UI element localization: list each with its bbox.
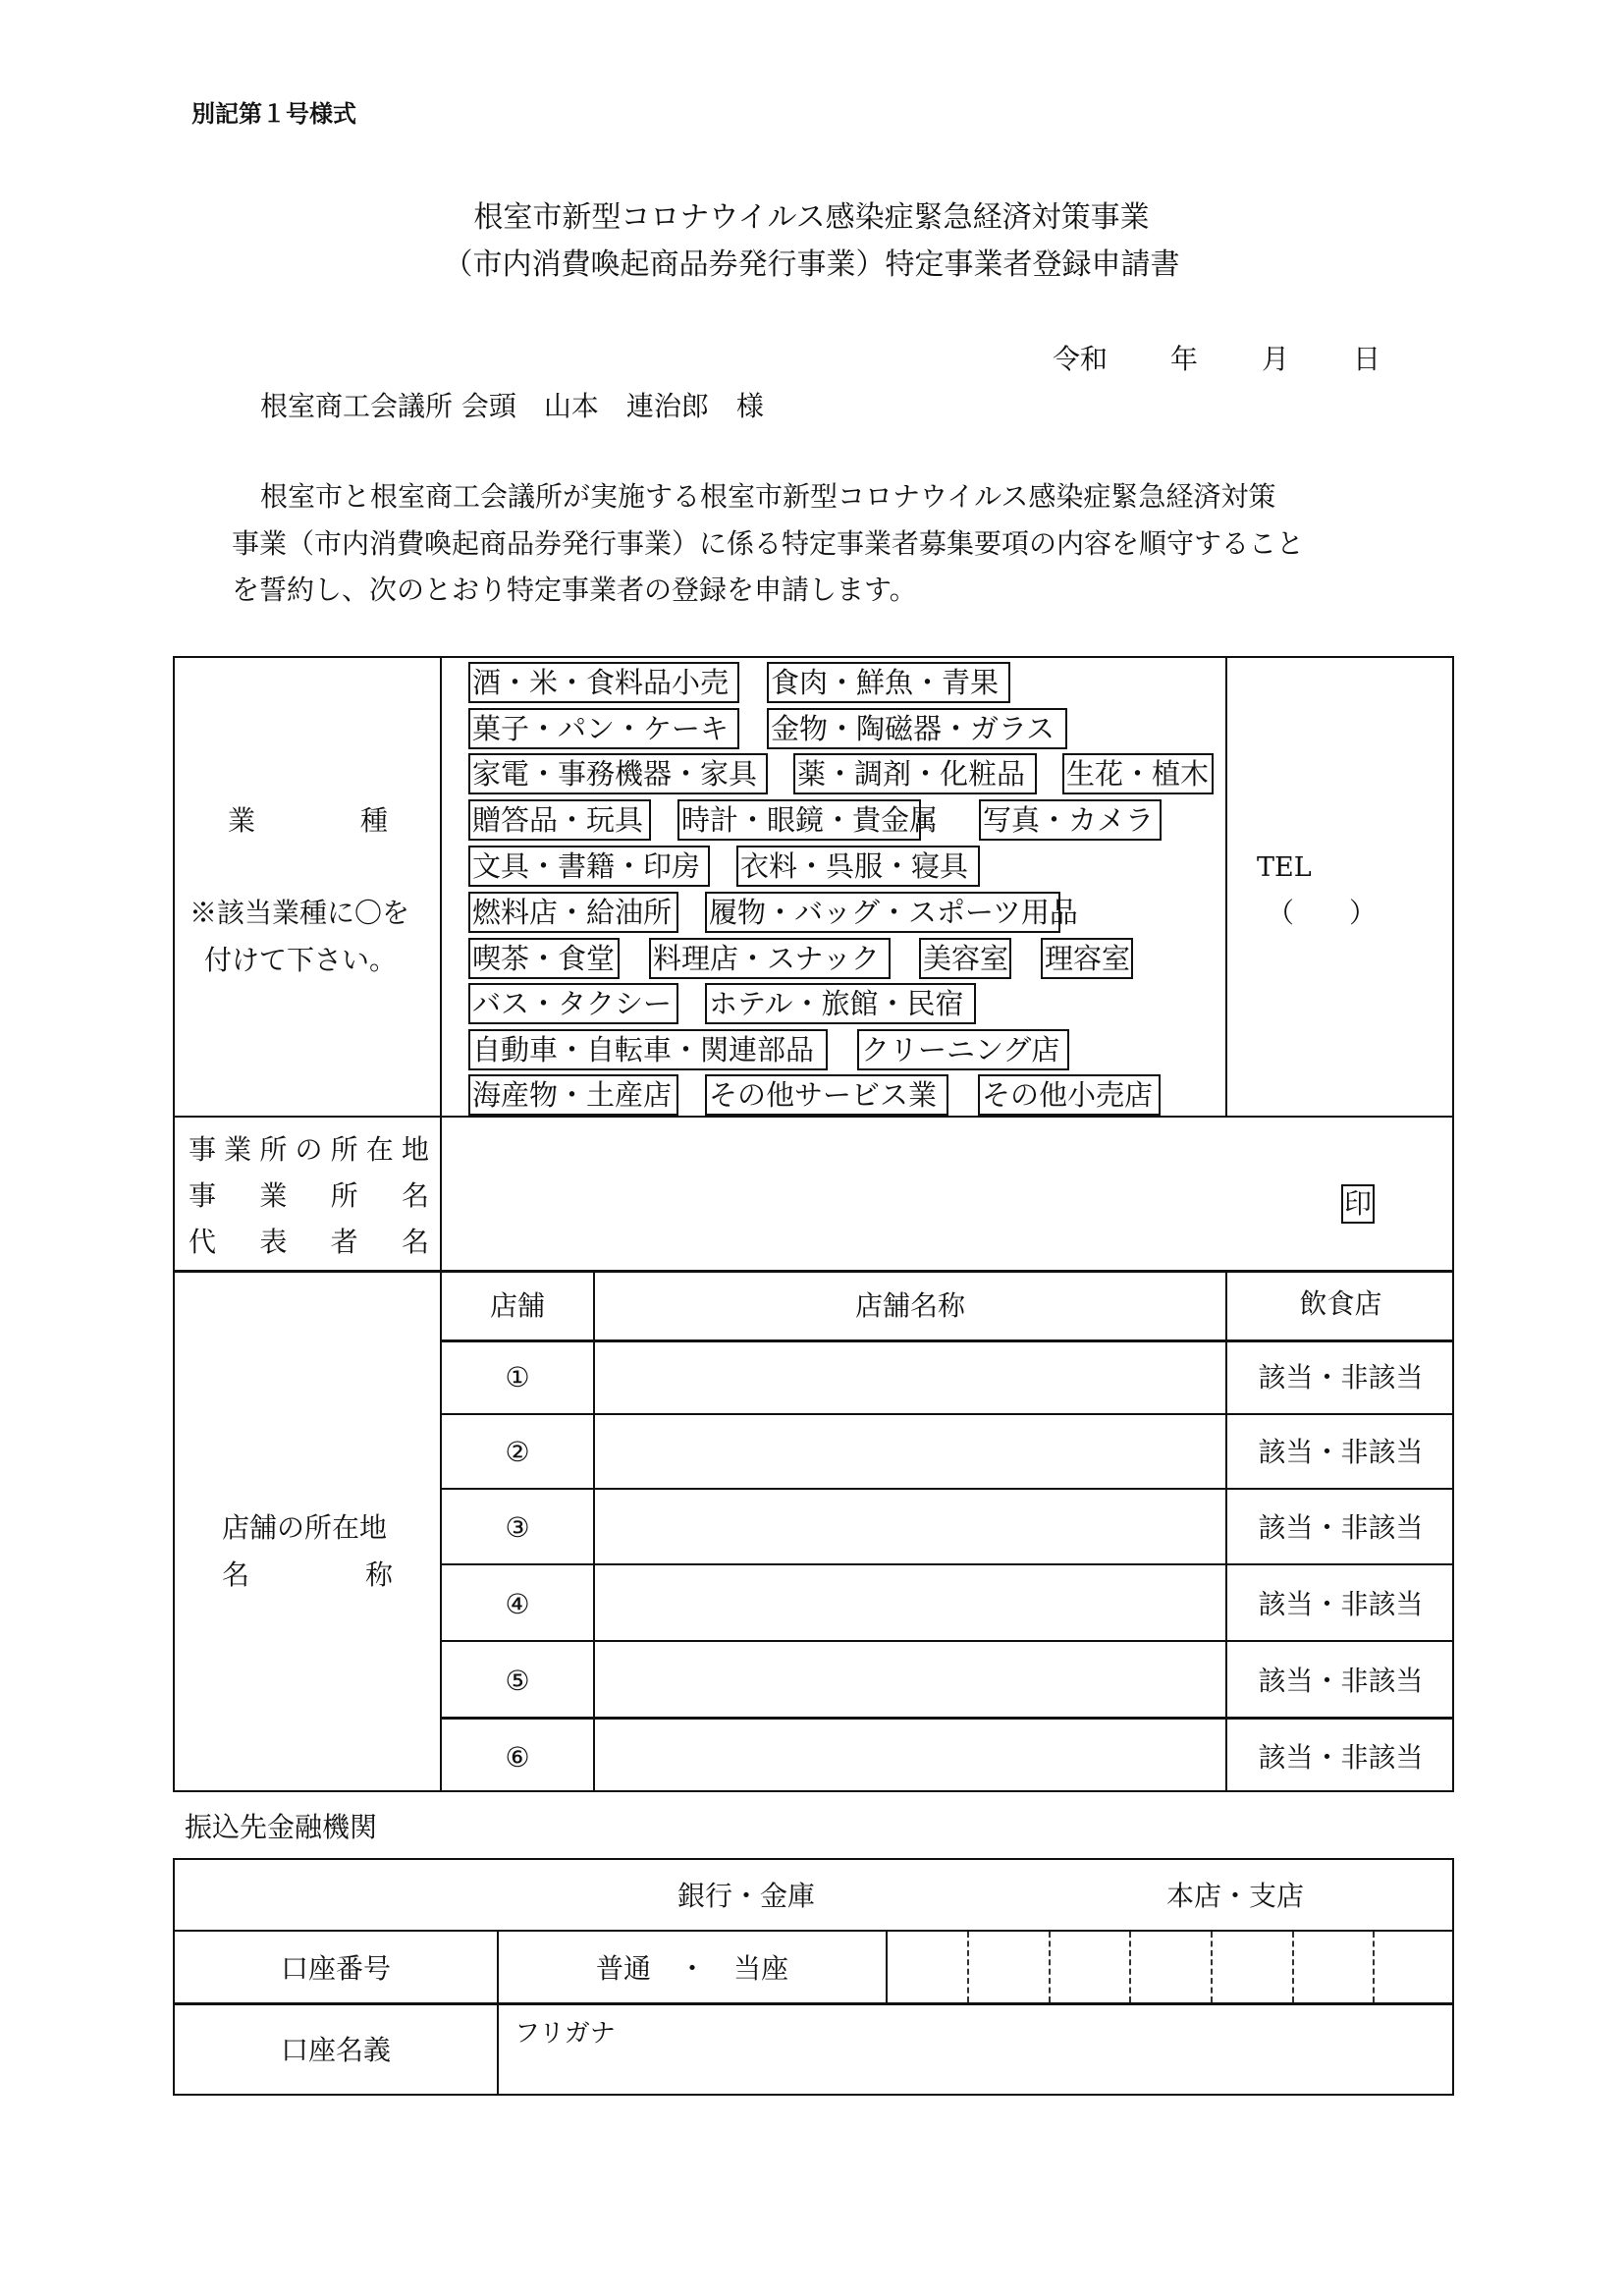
business-type-label-b: 種 [360,804,389,837]
store-name-field[interactable] [597,1343,1223,1412]
intro-line1: 根室市と根室商工会議所が実施する根室市新型コロナウイルス感染症緊急経済対策 [260,480,1276,513]
category-option[interactable]: 食肉・鮮魚・青果 [767,662,1010,703]
store-row-number: ② [505,1436,530,1468]
form-label: 別記第１号様式 [191,100,356,128]
category-option[interactable]: 菓子・パン・ケーキ [468,708,739,749]
store-name-label-b: 称 [365,1558,394,1591]
category-option[interactable]: その他小売店 [978,1074,1161,1116]
store-row-number: ① [505,1361,530,1394]
category-option[interactable]: 燃料店・給油所 [468,892,678,933]
store-name-field[interactable] [597,1722,1223,1790]
row-divider [173,1116,1454,1118]
addressee: 根室商工会議所 会頭 山本 連治郎 様 [260,390,764,422]
business-type-note-1: ※該当業種に〇を [189,897,410,929]
restaurant-option[interactable]: 該当・非該当 [1258,1361,1424,1394]
header-divider [440,1339,1454,1342]
category-option[interactable]: 酒・米・食料品小売 [468,662,739,703]
category-option[interactable]: 美容室 [919,938,1011,979]
category-option[interactable]: 薬・調剤・化粧品 [793,753,1037,794]
col-divider [886,1931,888,2003]
row-divider [173,2002,1454,2005]
category-option[interactable]: 履物・バッグ・スポーツ用品 [705,892,1060,933]
col-divider [440,656,442,1792]
store-row-number: ⑤ [505,1665,530,1697]
store-name-field[interactable] [597,1567,1223,1638]
row-divider [440,1640,1454,1642]
header-store-name: 店舗名称 [854,1289,965,1322]
store-name-field[interactable] [597,1417,1223,1486]
date-month: 月 [1262,343,1290,375]
restaurant-option[interactable]: 該当・非該当 [1258,1588,1424,1620]
bank-name-field[interactable] [177,1862,668,1927]
account-type-option[interactable]: 普通 ・ 当座 [595,1952,788,1985]
category-option[interactable]: 海産物・土産店 [468,1074,678,1116]
bank-type-option[interactable]: 銀行・金庫 [677,1880,816,1912]
col-divider [593,1271,595,1792]
category-option[interactable]: 喫茶・食堂 [468,938,620,979]
category-option[interactable]: 料理店・スナック [649,938,891,979]
store-row-number: ③ [505,1511,530,1544]
store-name-label-a: 名 [222,1558,250,1591]
category-option[interactable]: 金物・陶磁器・ガラス [767,708,1067,749]
intro-line2: 事業（市内消費喚起商品券発行事業）に係る特定事業者募集要項の内容を順守すること [232,527,1305,560]
col-divider [1225,656,1227,1118]
row-divider [440,1488,1454,1490]
office-address-label: 事 業 所 の 所 在 地 [189,1133,429,1166]
title-line1: 根室市新型コロナウイルス感染症緊急経済対策事業 [473,200,1150,235]
category-option[interactable]: 自動車・自転車・関連部品 [468,1029,828,1070]
title-line2: （市内消費喚起商品券発行事業）特定事業者登録申請書 [443,247,1180,282]
store-row-number: ④ [505,1588,530,1620]
header-store: 店舗 [489,1289,545,1322]
bank-section-label: 振込先金融機関 [185,1811,378,1843]
category-option[interactable]: 写真・カメラ [979,799,1162,841]
tel-area-code-field[interactable]: （ ） [1267,897,1378,929]
office-info-field[interactable] [444,1120,1451,1269]
row-divider [440,1413,1454,1415]
date-era: 令和 [1053,343,1109,375]
restaurant-option[interactable]: 該当・非該当 [1258,1665,1424,1697]
restaurant-option[interactable]: 該当・非該当 [1258,1436,1424,1468]
representative-name-label: 代 表 者 名 [189,1226,429,1258]
row-divider [173,1930,1454,1932]
business-type-note-2: 付けて下さい。 [204,944,398,976]
category-option[interactable]: 生花・植木 [1062,753,1214,794]
header-restaurant: 飲食店 [1299,1287,1382,1320]
store-row-number: ⑥ [505,1741,530,1774]
category-option[interactable]: その他サービス業 [705,1074,948,1116]
category-option[interactable]: 理容室 [1041,938,1133,979]
row-divider [440,1563,1454,1565]
furigana-label: フリガナ [514,2019,616,2049]
store-name-field[interactable] [597,1492,1223,1560]
category-option[interactable]: 時計・眼鏡・貴金属 [677,799,921,841]
intro-line3: を誓約し、次のとおり特定事業者の登録を申請します。 [232,574,917,606]
date-year: 年 [1170,343,1199,375]
category-option[interactable]: 文具・書籍・印房 [468,846,710,887]
store-location-label: 店舗の所在地 [222,1511,388,1544]
account-number-field[interactable] [889,1933,1452,2001]
category-option[interactable]: バス・タクシー [468,983,678,1024]
account-name-field[interactable] [501,2007,1451,2094]
category-option[interactable]: クリーニング店 [857,1029,1069,1070]
office-name-label: 事 業 所 名 [189,1179,429,1212]
store-name-field[interactable] [597,1644,1223,1715]
row-divider [173,1270,1454,1273]
seal-mark: 印 [1341,1184,1375,1224]
row-divider [440,1717,1454,1720]
category-option[interactable]: ホテル・旅館・民宿 [705,983,976,1024]
date-day: 日 [1353,343,1381,375]
tel-label: TEL [1257,852,1312,883]
business-type-label-a: 業 [228,804,256,837]
restaurant-option[interactable]: 該当・非該当 [1258,1511,1424,1544]
category-option[interactable]: 贈答品・玩具 [468,799,651,841]
account-number-label: 口座番号 [280,1952,391,1985]
branch-type-option[interactable]: 本店・支店 [1166,1880,1305,1912]
category-option[interactable]: 家電・事務機器・家具 [468,753,768,794]
restaurant-option[interactable]: 該当・非該当 [1258,1741,1424,1774]
account-name-label: 口座名義 [280,2034,391,2066]
category-option[interactable]: 衣料・呉服・寝具 [736,846,980,887]
